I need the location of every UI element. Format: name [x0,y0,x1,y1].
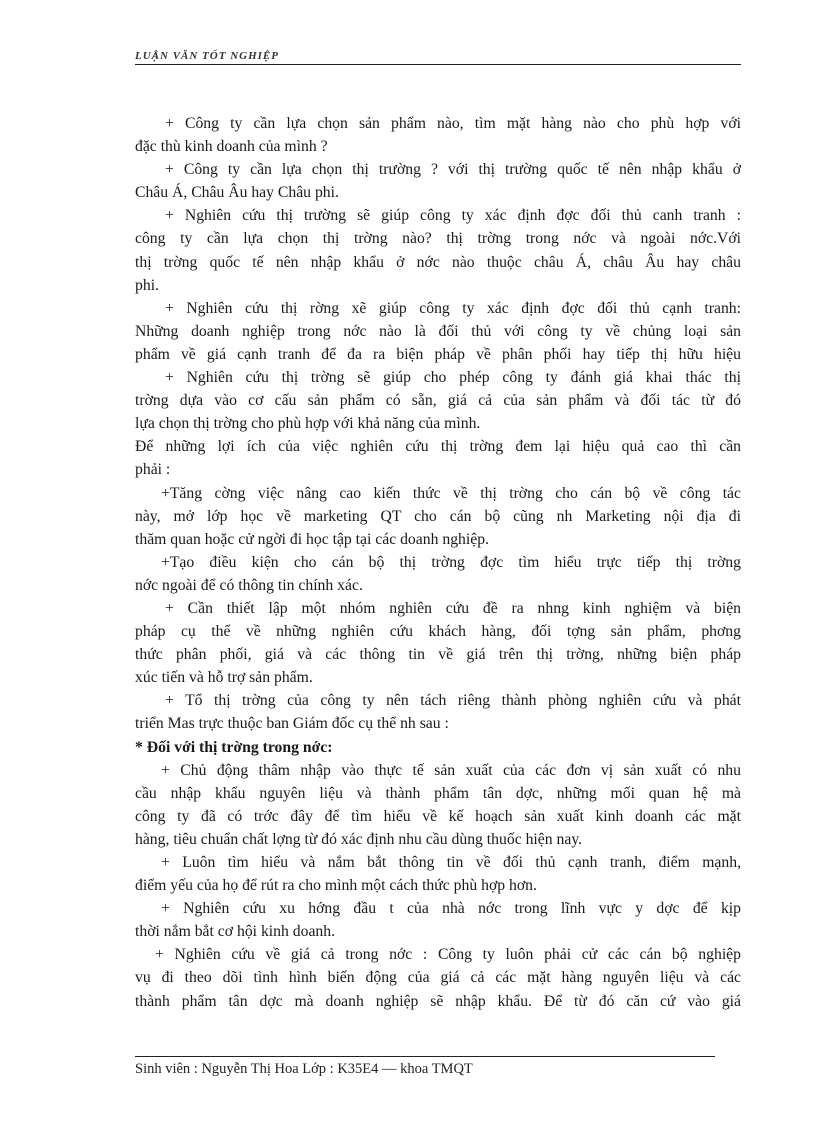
text-line: thị trờng quốc tế nên nhập khẩu ở nớc nào thuộc châu Á, châu Âu hay châu [135,253,741,271]
text-line: này, mở lớp học về marketing QT cho cán bộ cũng nh Marketing nội địa đi [135,507,741,525]
text-line: thăm quan hoặc cử ngời đi học tập tại các doanh nghiệp. [135,530,489,548]
text-line: Những doanh nghiệp trong nớc nào là đối thủ với công ty về chủng loại sản [135,322,741,340]
text-line: + Công ty cần lựa chọn thị trường ? với thị trường quốc tế nên nhập khẩu ở [165,161,741,179]
text-line: +Tạo điều kiện cho cán bộ thị trờng đợc tìm hiểu trực tiếp thị trờng [161,553,741,571]
text-line: hàng, tiêu chuẩn chất lợng từ đó xác định nhu cầu dùng thuốc hiện nay. [135,830,583,848]
text-line: + Nghiên cứu về giá cả trong nớc : Công ty luôn phải cử các cán bộ nghiệp [155,946,741,964]
text-line: thức phân phối, giá và các thông tin về giá trên thị trờng, những biện pháp [135,646,741,664]
header-title: LUẬN VĂN TỐT NGHIỆP [135,50,279,62]
text-line: + Nghiên cứu thị rờng xẽ giúp công ty xác định đợc đối thủ cạnh tranh: [165,299,741,317]
text-line: pháp cụ thể về những nghiên cứu khách hàng, đối tợng sản phẩm, phơng [135,623,741,641]
text-line: triển Mas trực thuộc ban Giám đốc cụ thể nh sau : [135,715,449,733]
text-line: +Tăng cờng việc nâng cao kiến thức về thị trờng cho cán bộ về công tác [161,484,741,502]
text-line: + Cần thiết lập một nhóm nghiên cứu đề ra nhng kinh nghiệm và biện [165,599,741,617]
text-line: nớc ngoài để có thông tin chính xác. [135,576,363,594]
text-line: Châu Á, Châu Âu hay Châu phi. [135,184,339,202]
header-rule [135,64,741,65]
text-line: cầu nhập khẩu nguyên liệu và thành phẩm tân dợc, những mối quan hệ mà [135,784,741,802]
footer-text: Sinh viên : Nguyễn Thị Hoa Lớp : K35E4 — khoa TMQT [135,1061,473,1077]
text-line: lựa chọn thị trờng cho phù hợp với khả năng của mình. [135,415,481,433]
page-header [135,48,741,68]
text-line: + Chủ động thâm nhập vào thực tế sản xuất của các đơn vị sản xuất có nhu [161,761,741,779]
text-line: + Nghiên cứu xu hớng đầu t của nhà nớc trong lĩnh vực y dợc để kịp [161,900,741,918]
text-line: + Luôn tìm hiểu và nắm bắt thông tin về đối thủ cạnh tranh, điểm mạnh, [161,854,741,871]
text-line: điểm yếu của họ để rút ra cho mình một cách thức phù hợp hơn. [135,877,537,895]
text-line: + Nghiên cứu thị trờng sẽ giúp cho phép công ty đánh giá khai thác thị [165,369,741,387]
text-line: thành phẩm tân dợc mà doanh nghiệp sẽ nhập khẩu. Để từ đó căn cứ vào giá [135,992,741,1010]
document-body [135,112,741,1013]
text-line: phải : [135,461,171,479]
text-line: vụ đi theo dõi tình hình biến động của giá cả các mặt hàng nguyên liệu và các [135,969,741,987]
text-line: công ty cần lựa chọn thị trờng nào? thị trờng trong nớc và ngoài nớc.Với [135,230,741,248]
text-line: + Nghiên cứu thị trường sẽ giúp công ty xác định đợc đối thủ canh tranh : [165,207,741,225]
text-line: + Công ty cần lựa chọn sản phẩm nào, tìm mặt hàng nào cho phù hợp với [165,115,741,132]
text-line: trờng dựa vào cơ cấu sản phẩm có sẵn, giá cả của sản phẩm và đối tác từ đó [135,392,741,410]
text-line: công ty đã có trớc đây để tìm hiểu về kế hoạch sản xuất kinh doanh các mặt [135,807,741,825]
text-line: xúc tiến và hỗ trợ sản phẩm. [135,669,313,687]
text-line: Để những lợi ích của việc nghiên cứu thị trờng đem lại hiệu quả cao thì cần [135,438,741,456]
text-line: đặc thù kinh doanh của mình ? [135,138,328,156]
text-line: * Đối với thị trờng trong nớc: [135,738,333,756]
text-line: phi. [135,276,159,294]
text-line: + Tổ thị trờng của công ty nên tách riêng thành phòng nghiên cứu và phát [165,692,741,710]
text-line: phẩm về giá cạnh tranh để đa ra biện pháp về phân phối hay tiếp thị hữu hiệu [135,345,741,363]
text-line: thời nắm bắt cơ hội kinh doanh. [135,923,336,941]
footer-rule [135,1056,715,1057]
